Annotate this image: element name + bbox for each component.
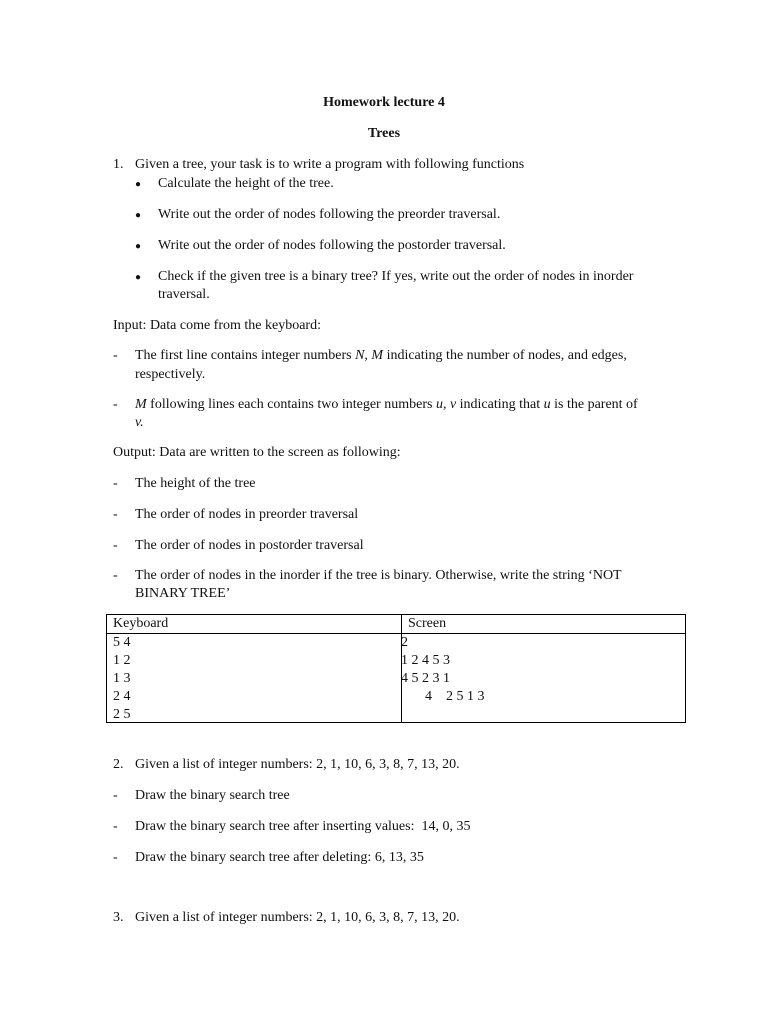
dash-marker: -: [113, 538, 118, 553]
keyboard-line: 1 2: [113, 653, 131, 668]
table-header-keyboard: Keyboard: [113, 616, 169, 631]
q3-number: 3.: [113, 910, 124, 925]
keyboard-line: 1 3: [113, 671, 131, 686]
bullet-icon: ●: [135, 241, 142, 252]
dash-marker: -: [113, 348, 118, 363]
dash-marker: -: [113, 568, 118, 583]
dash-marker: -: [113, 850, 118, 865]
q1-bullet-binary-check-cont: traversal.: [158, 287, 210, 302]
output-item-inorder-cont: BINARY TREE’: [135, 586, 231, 601]
q2-item-delete: Draw the binary search tree after deleting: 6, 13, 35: [135, 850, 424, 865]
screen-line: 4 5 2 3 1: [401, 671, 450, 686]
input-heading: Input: Data come from the keyboard:: [113, 318, 321, 333]
input-item-edges-cont: v.: [135, 415, 144, 430]
table-header-divider: [107, 633, 685, 634]
output-item-inorder: The order of nodes in the inorder if the tree is binary. Otherwise, write the string ‘NOT: [135, 568, 622, 583]
document-title: Homework lecture 4: [323, 95, 445, 110]
input-item-first-line: The first line contains integer numbers N, M indicating the number of nodes, and edges,: [135, 348, 627, 363]
q2-item-draw-bst: Draw the binary search tree: [135, 788, 290, 803]
output-item-height: The height of the tree: [135, 476, 256, 491]
bullet-icon: ●: [135, 179, 142, 190]
screen-line: 2: [401, 635, 408, 650]
q1-bullet-height: Calculate the height of the tree.: [158, 176, 334, 191]
dash-marker: -: [113, 788, 118, 803]
dash-marker: -: [113, 819, 118, 834]
q2-number: 2.: [113, 757, 124, 772]
q2-item-insert: Draw the binary search tree after inserting values: 14, 0, 35: [135, 819, 471, 834]
example-io-table: [106, 614, 686, 723]
dash-marker: -: [113, 476, 118, 491]
output-heading: Output: Data are written to the screen as following:: [113, 445, 401, 460]
output-item-preorder: The order of nodes in preorder traversal: [135, 507, 359, 522]
q1-bullet-preorder: Write out the order of nodes following the preorder traversal.: [158, 207, 501, 222]
q1-bullet-binary-check: Check if the given tree is a binary tree? If yes, write out the order of nodes in inorder: [158, 269, 634, 284]
output-item-postorder: The order of nodes in postorder traversal: [135, 538, 364, 553]
input-item-edges: M following lines each contains two integer numbers u, v indicating that u is the parent of: [135, 397, 638, 412]
keyboard-line: 2 4: [113, 689, 131, 704]
input-item-first-line-cont: respectively.: [135, 367, 206, 382]
q2-text: Given a list of integer numbers: 2, 1, 10, 6, 3, 8, 7, 13, 20.: [135, 757, 460, 772]
q1-text: Given a tree, your task is to write a program with following functions: [135, 157, 525, 172]
table-header-screen: Screen: [408, 616, 447, 631]
screen-line: 1 2 4 5 3: [401, 653, 450, 668]
keyboard-line: 5 4: [113, 635, 131, 650]
bullet-icon: ●: [135, 210, 142, 221]
dash-marker: -: [113, 507, 118, 522]
q3-text: Given a list of integer numbers: 2, 1, 10, 6, 3, 8, 7, 13, 20.: [135, 910, 460, 925]
keyboard-line: 2 5: [113, 707, 131, 722]
screen-line: 4 2 5 1 3: [425, 689, 485, 704]
document-subtitle: Trees: [367, 126, 401, 141]
dash-marker: -: [113, 397, 118, 412]
q1-bullet-postorder: Write out the order of nodes following the postorder traversal.: [158, 238, 506, 253]
bullet-icon: ●: [135, 272, 142, 283]
q1-number: 1.: [113, 157, 124, 172]
